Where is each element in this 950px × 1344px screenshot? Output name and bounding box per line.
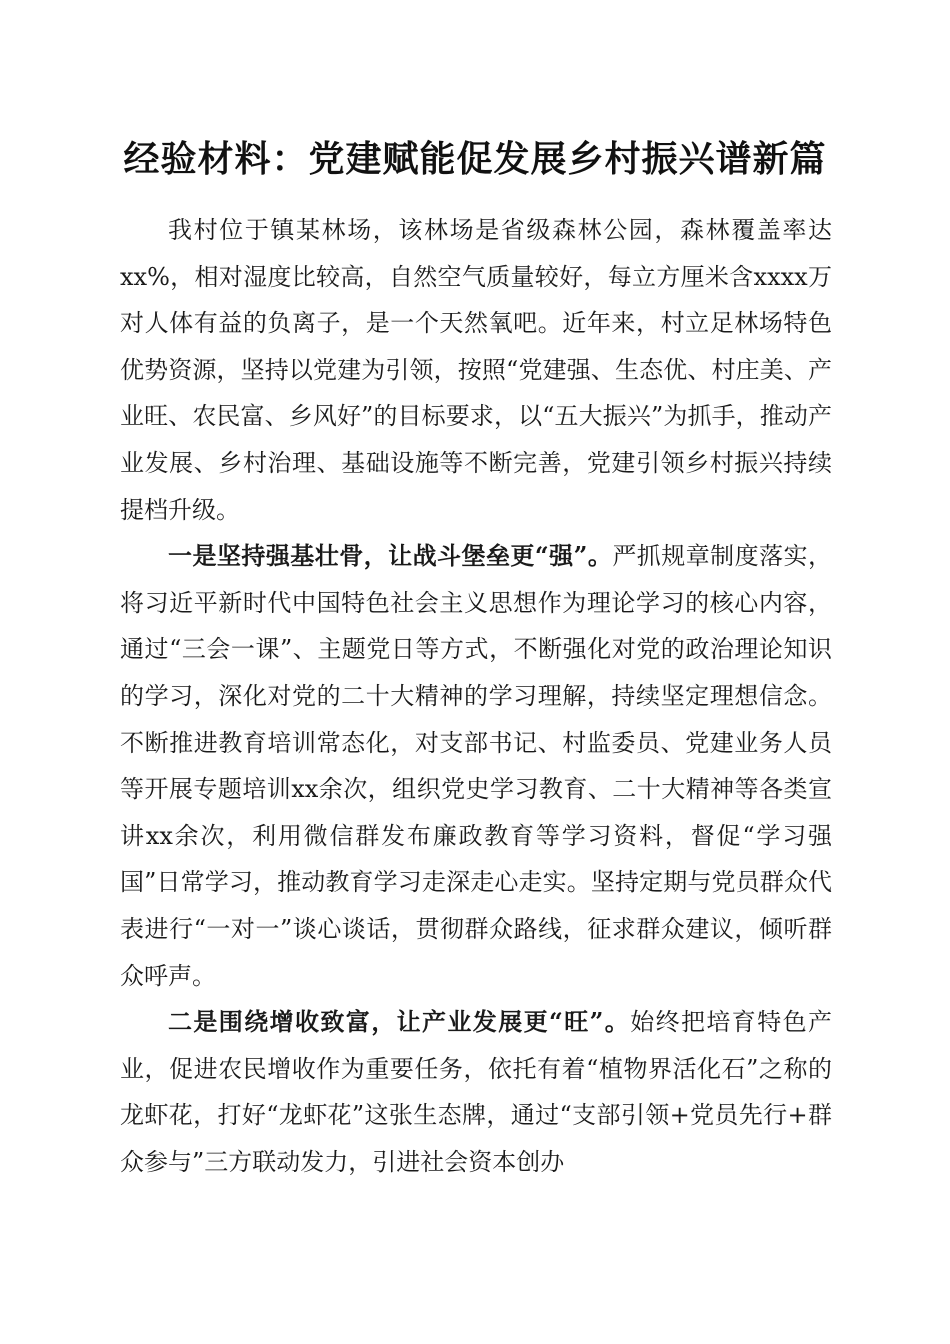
paragraph-text: 严抓规章制度落实，将习近平新时代中国特色社会主义思想作为理论学习的核心内容，通过“三会一课”、主题党日等方式，不断强化对党的政治理论知识的学习，深化对党的二十大精神的学习理解，持续坚定理想信念。不断推进教育培训常态化，对支部书记、村监委员、党建业务人员等开展专题培训xx余次，组织党史学习教育、二十大精神等各类宣讲xx余次，利用微信群发布廉政教育等学习资料，督促“学习强国”日常学习，推动教育学习走深走心走实。坚持定期与党员群众代表进行“一对一”谈心谈话，贯彻群众路线，征求群众建议，倾听群众呼声。 <box>120 542 832 990</box>
paragraph-point-two <box>120 999 832 1185</box>
paragraph-intro <box>120 207 832 533</box>
paragraph-point-one <box>120 533 832 999</box>
paragraph-text: 始终把培育特色产业，促进农民增收作为重要任务，依托有着“植物界活化石”之称的龙虾花，打好“龙虾花”这张生态牌，通过“支部引领+党员先行+群众参与”三方联动发力，引进社会资本创办 <box>120 1008 833 1176</box>
paragraph-text: 我村位于镇某林场，该林场是省级森林公园，森林覆盖率达xx%，相对湿度比较高，自然空气质量较好，每立方厘米含xxxx万对人体有益的负离子，是一个天然氧吧。近年来，村立足林场特色优势资源，坚持以党建为引领，按照“党建强、生态优、村庄美、产业旺、农民富、乡风好”的目标要求，以“五大振兴”为抓手，推动产业发展、乡村治理、基础设施等不断完善，党建引领乡村振兴持续提档升级。 <box>120 216 832 524</box>
paragraph-lead: 二是围绕增收致富，让产业发展更“旺”。 <box>168 1007 631 1037</box>
paragraph-lead: 一是坚持强基壮骨，让战斗堡垒更“强”。 <box>168 541 613 571</box>
document-title: 经验材料：党建赋能促发展乡村振兴谱新篇 <box>123 139 827 180</box>
document-body <box>120 207 832 1185</box>
